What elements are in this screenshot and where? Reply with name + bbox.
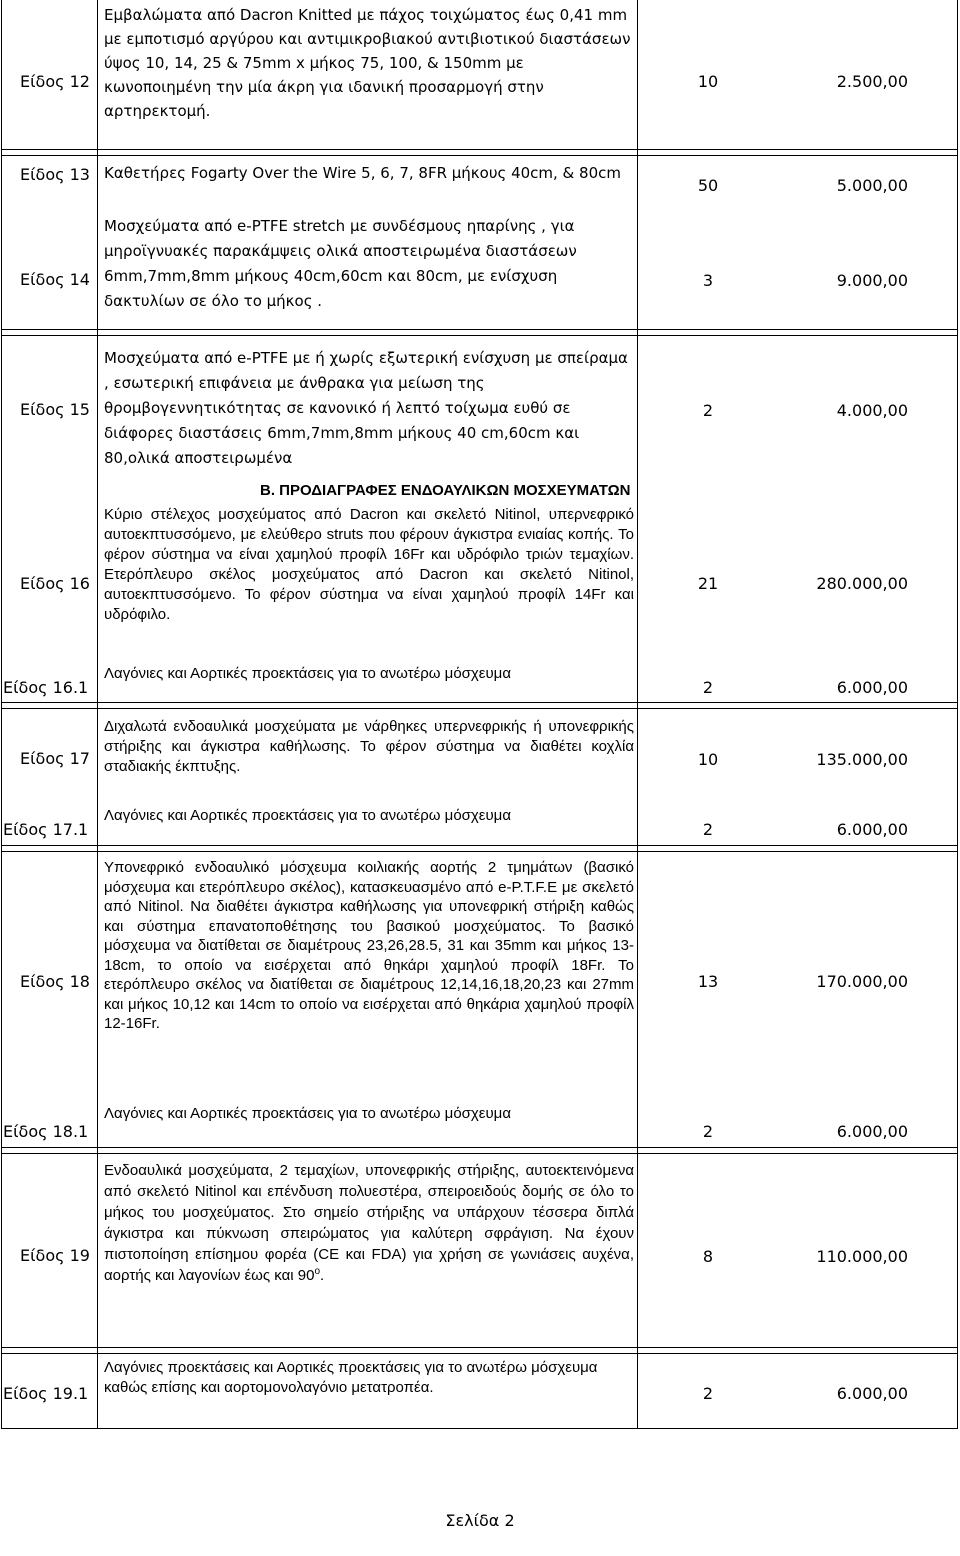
- row-divider: [1, 1147, 958, 1148]
- item-quantity-18-1: 2: [702, 1122, 714, 1141]
- item-description-19: [104, 1160, 634, 1286]
- item-description-17: Διχαλωτά ενδοαυλικά μοσχεύματα με νάρθηκες υπερνεφρικής ή υπονεφρικής στήριξης και άγκιστρα καθήλωσης. Το φέρον σύστημα να διαθέτει κοχλία σταδιακής έκπτυξης.: [104, 718, 634, 775]
- row-divider: [1, 851, 958, 852]
- item-quantity-16: 21: [697, 574, 719, 593]
- item-description-14: Μοσχεύματα από e-PTFE stretch με συνδέσμους ηπαρίνης , για μηροϊγνυακές παρακάμψεις ολικά αποστειρωμένα διαστάσεων 6mm,7mm,8mm μήκους 40cm,60cm και 80cm, με ενίσχυση δακτυλίων σε όλο το μήκος .: [104, 217, 577, 310]
- item-label-16: Είδος 16: [20, 574, 90, 593]
- item-quantity-15: 2: [702, 401, 714, 420]
- item-description-17-1: Λαγόνιες και Αορτικές προεκτάσεις για το ανωτέρω μόσχευμα: [104, 807, 511, 824]
- section-heading: Β. ΠΡΟΔΙΑΓΡΑΦΕΣ ΕΝΔΟΑΥΛΙΚΩΝ ΜΟΣΧΕΥΜΑΤΩΝ: [260, 482, 631, 499]
- row-divider: [1, 845, 958, 846]
- item-quantity-12: 10: [697, 72, 719, 91]
- item-price-15: 4.000,00: [836, 401, 908, 420]
- table-bottom-border: [1, 1428, 958, 1429]
- item-quantity-18: 13: [697, 972, 719, 991]
- item-label-17-1: Είδος 17.1: [3, 820, 89, 839]
- row-divider: [1, 708, 958, 709]
- item-label-16-1: Είδος 16.1: [3, 678, 89, 697]
- item-description-13: Καθετήρες Fogarty Over the Wire 5, 6, 7, 8FR μήκους 40cm, & 80cm: [104, 164, 621, 182]
- item-description-16-1: Λαγόνιες και Αορτικές προεκτάσεις για το ανωτέρω μόσχευμα: [104, 665, 511, 682]
- table-right-border: [957, 0, 958, 1429]
- item-description-15: Μοσχεύματα από e-PTFE με ή χωρίς εξωτερική ενίσχυση με σπείραμα , εσωτερική επιφάνεια με άνθρακα για μείωση της θρομβογεννητικότητας σε κανονικό ή λεπτό τοίχωμα ευθύ σε διάφορες διαστάσεις 6mm,7mm,8mm μήκους 40 cm,60cm και 80,ολικά αποστειρωμένα: [104, 349, 628, 467]
- item-description-19-end: .: [320, 1267, 325, 1284]
- item-price-16-1: 6.000,00: [836, 678, 908, 697]
- desc-column-divider: [637, 0, 638, 1429]
- item-label-13: Είδος 13: [20, 165, 90, 184]
- item-description-19-1: Λαγόνιες προεκτάσεις και Αορτικές προεκτάσεις για το ανωτέρω μόσχευμα καθώς επίσης και αορτομονολαγόνιο μετατροπέα.: [104, 1359, 598, 1396]
- row-divider: [1, 1353, 958, 1354]
- item-price-19-1: 6.000,00: [836, 1384, 908, 1403]
- item-label-18-1: Είδος 18.1: [3, 1122, 89, 1141]
- item-description-19-text: Ενδοαυλικά μοσχεύματα, 2 τεμαχίων, υπονεφρικής στήριξης, αυτοεκτεινόμενα από σκελετό Nitinol και επένδυση πολυεστέρα, σπειροειδούς δομής σε όλο το μήκος του μοσχεύματος. Στο σημείο στήριξης να υπάρχουν τέσσερα διπλά άγκιστρα και πύκνωση σπειρώματος για καλύτερη σφράγιση. Να έχουν πιστοποίηση επίσημου φορέα (CE και FDA) για χρήση σε γωνιάσεις αυχένα, αορτής και λαγονίων έως και 90: [104, 1162, 634, 1284]
- item-quantity-19-1: 2: [702, 1384, 714, 1403]
- item-quantity-13: 50: [697, 176, 719, 195]
- item-label-18: Είδος 18: [20, 972, 90, 991]
- page-number: Σελίδα 2: [445, 1511, 515, 1530]
- row-divider: [1, 329, 958, 330]
- item-price-17-1: 6.000,00: [836, 820, 908, 839]
- item-price-16: 280.000,00: [816, 574, 908, 593]
- item-price-12: 2.500,00: [836, 72, 908, 91]
- row-divider: [1, 149, 958, 150]
- item-quantity-19: 8: [702, 1247, 714, 1266]
- item-quantity-17-1: 2: [702, 820, 714, 839]
- table-left-border: [1, 0, 2, 1429]
- item-quantity-16-1: 2: [702, 678, 714, 697]
- row-divider: [1, 1347, 958, 1348]
- item-quantity-14: 3: [702, 271, 714, 290]
- item-price-18-1: 6.000,00: [836, 1122, 908, 1141]
- item-label-17: Είδος 17: [20, 749, 90, 768]
- item-description-18-1: Λαγόνιες και Αορτικές προεκτάσεις για το ανωτέρω μόσχευμα: [104, 1105, 511, 1122]
- item-label-15: Είδος 15: [20, 400, 90, 419]
- item-description-18: Υπονεφρικό ενδοαυλικό μόσχευμα κοιλιακής αορτής 2 τμημάτων (βασικό μόσχευμα και ετερόπλευρο σκέλος), κατασκευασμένο από e-P.T.F.E με σκελετό από Nitinol. Να διαθέτει άγκιστρα καθήλωσης για υπονεφρική στήριξη καθώς και σύστημα επανατοποθέτησης του βασικού μοσχεύματος. Το βασικό μόσχευμα να διατίθεται σε διαμέτρους 23,26,28.5, 31 και 35mm και μήκος 13-18cm, το οποίο να εισέρχεται από θηκάρι χαμηλού προφίλ 18Fr. Το ετερόπλευρο σκέλος να διατίθεται σε διαμέτρους 12,14,16,18,20,23 και 27mm και μήκος 10,12 και 14cm το οποίο να εισέρχεται από θηκάρια χαμηλού προφίλ 12-16Fr.: [104, 859, 634, 1032]
- degree-superscript: ο: [314, 1266, 321, 1277]
- item-description-16: Κύριο στέλεχος μοσχεύματος από Dacron και σκελετό Nitinol, υπερνεφρικό αυτοεκπτυσσόμενο, με ελεύθερο struts που φέρουν άγκιστρα ενιαίας κοπής. Το φέρον σύστημα να είναι χαμηλού προφίλ 16Fr και υδρόφιλο τριών τεμαχίων. Ετερόπλευρο σκέλος μοσχεύματος από Dacron και σκελετό Nitinol, αυτοεκπτυσσόμενο. Το φέρον σύστημα να είναι χαμηλού προφίλ 14Fr και υδρόφιλο.: [104, 506, 634, 623]
- row-divider: [1, 702, 958, 703]
- row-divider: [1, 1153, 958, 1154]
- item-label-19: Είδος 19: [20, 1246, 90, 1265]
- item-label-12: Είδος 12: [20, 72, 90, 91]
- item-price-19: 110.000,00: [816, 1247, 908, 1266]
- item-price-13: 5.000,00: [836, 176, 908, 195]
- item-price-18: 170.000,00: [816, 972, 908, 991]
- item-label-14: Είδος 14: [20, 270, 90, 289]
- item-description-12: Εμβαλώματα από Dacron Knitted με πάχος τοιχώματος έως 0,41 mm με εμποτισμό αργύρου και αντιμικροβιακού αντιβιοτικού διαστάσεων ύψος 10, 14, 25 & 75mm x μήκος 75, 100, & 150mm με κωνοποιημένη την μία άκρη για ιδανική προσαρμογή στην αρτηρεκτομή.: [104, 6, 631, 120]
- item-price-14: 9.000,00: [836, 271, 908, 290]
- item-price-17: 135.000,00: [816, 750, 908, 769]
- row-divider: [1, 155, 958, 156]
- item-quantity-17: 10: [697, 750, 719, 769]
- label-column-divider: [97, 0, 98, 1429]
- row-divider: [1, 335, 958, 336]
- item-label-19-1: Είδος 19.1: [3, 1384, 89, 1403]
